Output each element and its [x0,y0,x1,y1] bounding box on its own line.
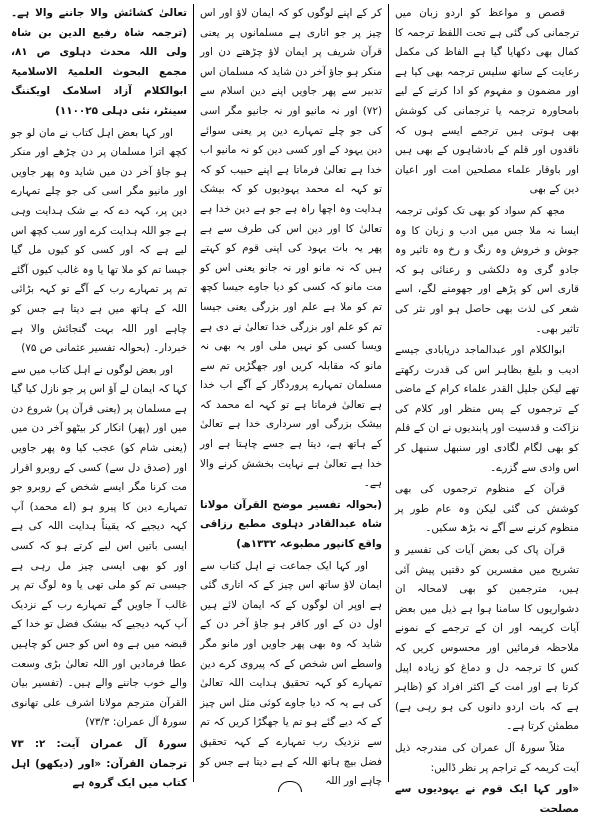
paragraph: ابوالکلام اور عبدالماجد دریابادی جیسے ادیب و بلیغ بظاہر اس کی قدرت رکھتے تھے لیکن جلیل القدر علماء کرام کے ماضی کے ترجموں کے پس منظر اور کلام کی نزاکت و قدسیت اور پابندیوں نے ان کے قلم کو بھی لگام لگادی اور سنبھل سنبھل کر اس وادی سے گزرے۔ [395,344,579,474]
citation: تعالیٰ کشائش والا جاننے والا ہے۔ (ترجمہ شاہ رفیع الدین بن شاہ ولی اللہ محدث دہلوی ص ۸۱، مجمع البحوث العلمیۃ الاسلامیۃ ابوالکلام آزاد اسلامک اویکننگ سینٹر، نئی دہلی ۱۱۰۰۲۵) [11,7,187,117]
citation: (بحوالہ تفسیر موضح القرآن مولانا شاہ عبدالقادر دہلوی مطبع رزاقی واقع کانپور مطبوعہ ۱۳۳۲ھ) [200,498,382,551]
paragraph: کر کے اپنے لوگوں کو کہ ایمان لاؤ اور اس چیز پر جو اتاری ہے مسلمانوں پر یعنی قرآن شریف پر ایمان لاؤ چڑھتے دن اور منکر ہو جاؤ آخر دن شاید کہ مسلمان اس تدبیر سے پھر جاویں اپنے دین اسلام سے (۷۲) اور نہ مانیو اور نہ جانیو مگر اسی کی جو چلے تمہارے دین پر یعنی سوائے دین یہود کے اور کسی دین کو نہ مانیو اب خدا ہے تعالیٰ فرماتا ہے اپنے حبیب کو کہ تو کہہ اے محمد یہودیوں کو کہ بیشک ہدایت وہ اچھا راہ ہے جو ہے دین خدا ہے تعالیٰ کا اور دین اس کی طرف سے ہے پھر یہ بات یہود کی اپنی قوم کو کہتے ہیں کہ نہ مانو اور نہ جانو یعنی اس کو مت مانو کہ کسی کو دیا جاوے جیسا کچھ تم کو ملا ہے علم اور بزرگی یعنی جیسا تم کو علم اور بزرگی خدا تعالیٰ نے دی ہے ویسا کسی کو نہیں ملی اور یہ بھی نہ مانو کہ مقابلہ کریں اور جھگڑیں تم سے مسلمان تمہارے پروردگار کے آگے اب خدا ہے تعالیٰ فرماتا ہے تو کہہ اے محمد کہ بیشک بزرگی اور سرداری خدا ہے تعالیٰ کے ہاتھ ہے، دیتا ہے جسے چاہتا ہے اور خدا ہے تعالیٰ ہے نہایت بخشش کرنے والا ہے۔ [200,7,382,490]
column-left [5,4,193,790]
paragraph: سورۂ آل عمران آیت: ۲: ۷۳ ترجمان القرآن: «اور (دیکھو) اہل کتاب میں ایک گروہ ہے [11,737,187,790]
paragraph: قرآن پاک کی بعض آیات کی تفسیر و تشریح میں مفسرین کو دقتیں پیش آئی ہیں، مترجمین کو بھی لامحالہ ان دشواریوں کا سامنا ہوا ہے ذیل میں بعض آیات کریمہ اور ان کے ترجمے کے نمونے ملاحظہ فرمائیں اور محسوس کریں کہ کس کا ترجمہ دل و دماغ کو زیادہ اپیل کرتا ہے اور امت کے اکثر افراد کو (ظاہر ہے کہ بات اردو دانوں کی ہو رہی ہے) مطمئن کرتا ہے۔ [395,544,579,733]
paragraph: اور کہا بعض اہل کتاب نے مان لو جو کچھ اترا مسلمان پر دن چڑھے اور منکر ہو جاؤ آخر دن میں شاید وہ پھر جاویں اور مانیو مگر اسی کی جو چلے تمہارے دین پر، کہہ دے کہ بے شک ہدایت وہی ہے جو اللہ ہدایت کرے اور سب کچھ اس لیے ہے کہ اور کسی کو کیوں مل گیا جیسا تم کو ملا تھا یا وہ غالب کیوں آگئے تم پر تمہارے رب کے آگے تو کہہ بڑائی اللہ کے ہاتھ میں ہے دیتا ہے جس کو چاہے اور اللہ بہت گنجائش والا ہے خبردار۔ (بحوالہ تفسیر عثمانی ص ۷۵) [11,126,187,355]
paragraph: قصص و مواعظ کو اردو زبان میں ترجمانی کی گئی ہے تحت اللفظ ترجمہ کا کمال بھی دکھایا گیا ہے الفاظ کی مکمل رعایت کے ساتھ سلیس ترجمہ بھی کیا ہے اور مضمون و مفہوم کو ادا کرنے کے لیے بامحاورہ ترجمہ یا ترجمانی کی کوشش بھی ہوتی ہیں ترجمے ایسے ہوں کہ ناقدوں اور قلم کے بادشاہوں کے بھی ہیں اور باوقار علماء مصلحین امت اور اعیان دین کے بھی [395,7,579,196]
paragraph: مجھ کم سواد کو بھی تک کوئی ترجمہ ایسا نہ ملا جس میں ادب و زبان کا وہ جوش و خروش وہ رنگ و رخ وہ تاثیر وہ جادو گری وہ دلکشی و رعنائی ہو کہ قاری اس کو پڑھے اور جھومنے لگے، اسے شعر کی لذت بھی حاصل ہو اور نثر کی تاثیر بھی۔ [395,204,579,335]
paragraph: اور کہا ایک جماعت نے اہل کتاب سے ایمان لاؤ ساتھ اس چیز کے کہ اتاری گئی ہے اوپر ان لوگوں کے کہ ایمان لائے ہیں اول دن کے اور کافر ہو جاؤ آخر دن کے شاید کہ وہ بھی پھر جاویں اور مانو مگر واسطے اس شخص کے کہ پیروی کرے دین تمہارے کو کہہ تحقیق ہدایت اللہ تعالیٰ کی ہے یہ کہ دیا جاوے کوئی مثل اس چیز کے کہ دیے گئے ہو تم یا جھگڑا کریں کہ تم سے نزدیک رب تمہارے کے کہہ تحقیق فضل بیچ ہاتھ اللہ کے ہے دیتا ہے جس کو چاہے اور اللہ [200,559,382,788]
quote-start: «اور کہا ایک قوم نے یہودیوں سے مصلحت [395,783,579,815]
paragraph: مثلاً سورۂ آل عمران کی مندرجہ ذیل آیت کریمہ کے تراجم پر نظر ڈالیں: [395,741,579,774]
paragraph: اور بعض لوگوں نے اہل کتاب میں سے کہا کہ ایمان لے آؤ اس پر جو نازل کیا گیا ہے مسلمان پر (یعنی قرآن پر) شروع دن میں اور (پھر) انکار کر بیٹھو آخر دن میں (یعنی شام کو) عجب کیا وہ پھر جاویں اور (صدق دل سے) کسی کے روبرو اقرار مت کرنا مگر ایسے شخص کے روبرو جو تمہارے دین کا پیرو ہو (اے محمد) آپ کہہ دیجیے کہ یقیناً ہدایت اللہ کی ہے ایسی باتیں اس لیے کرتے ہو کہ کسی اور کو بھی ایسی چیز مل رہی ہے جیسی تم کو ملی تھی یا وہ لوگ تم پر غالب آ جاویں گے تمہارے رب کے نزدیک آپ کہہ دیجیے کہ بیشک فضل تو خدا کے قبضہ میں ہے وہ اس کو جس کو چاہیں عطا فرمادیں اور اللہ تعالیٰ بڑی وسعت والے خوب جاننے والے ہیں۔ (تفسیر بیان القرآن مترجم مولانا اشرف علی تھانوی سورۂ آل عمران: ۷۳/۳) [11,363,187,729]
text-columns [5,4,585,815]
paragraph: قرآن کے منظوم ترجموں کی بھی کوشش کی گئی لیکن وہ عام طور پر منظوم کرنے سے آگے نہ بڑھ سکیں۔ [395,483,579,535]
column-right [389,4,585,815]
column-middle [193,4,389,788]
